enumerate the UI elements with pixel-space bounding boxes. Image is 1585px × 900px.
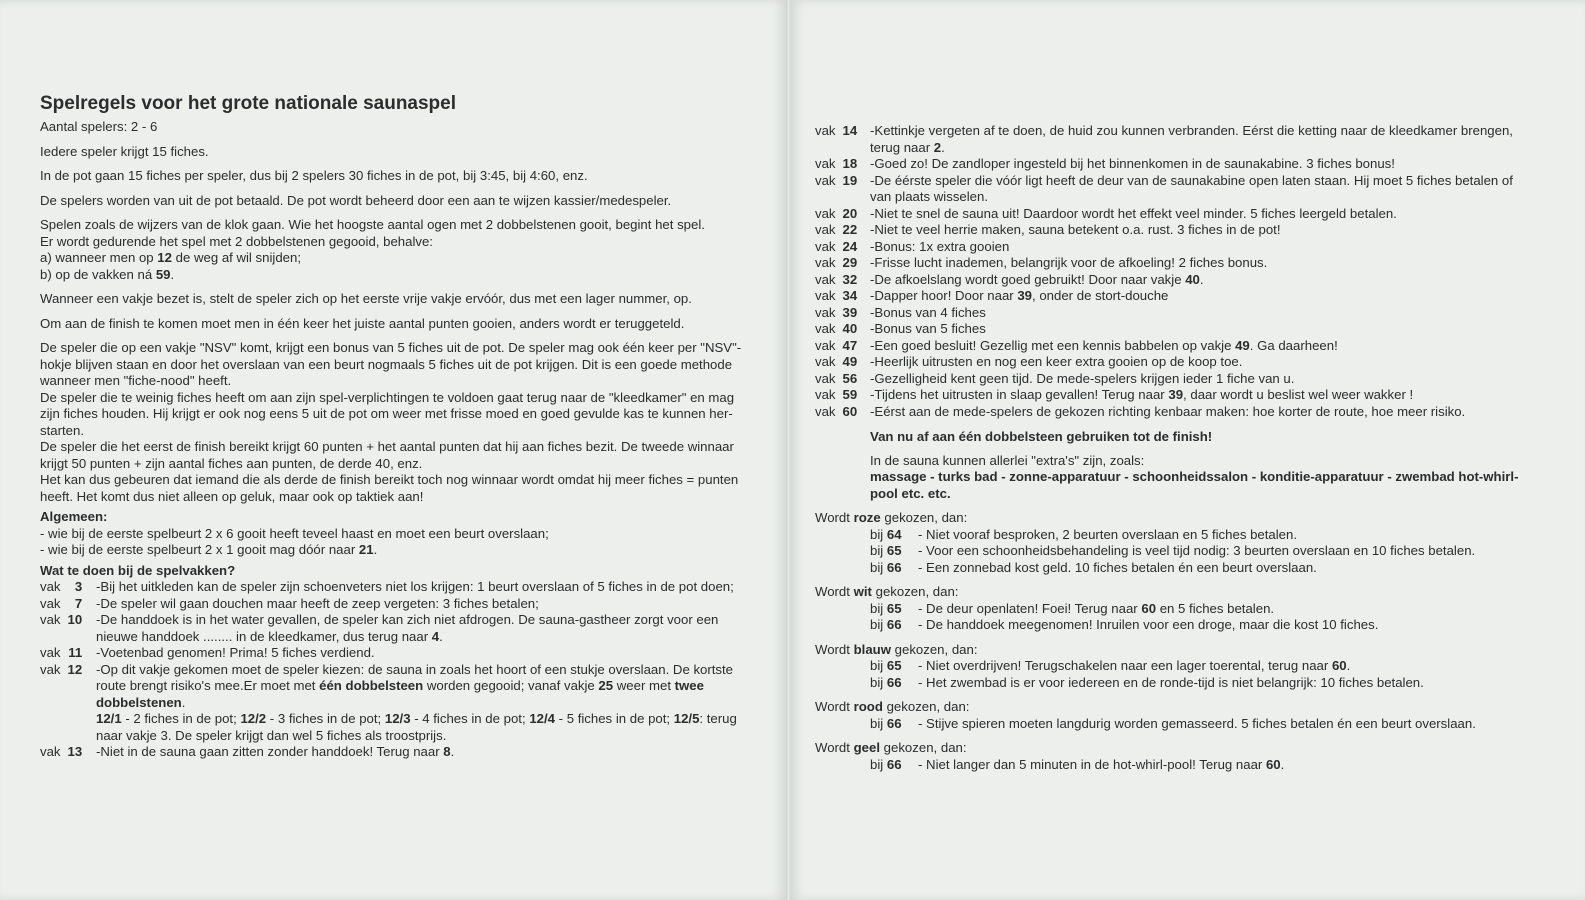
low-chips-rule: De speler die te weinig fiches heeft om aan zijn spel-verplichtingen te voldoen gaat terug naar de "kleedkamer" en mag zijn fiches houden. Hij krijgt er ook nog eens 5 uit de pot om weer met frisse moed en goed gevulde kas te kunnen her-starten. [40,389,735,438]
square-47: vak 47 -Een goed besluit! Gezellig met een kennis babbelen op vakje 49. Ga daarheen! [815,337,1338,353]
right-page [790,0,1585,900]
choice-item: bij 66 - De handdoek meegenomen! Inruilen voor een droge, maar die kost 10 fiches. [870,617,1379,632]
general-rule-1: - wie bij de eerste spelbeurt 2 x 6 gooit heeft teveel haast en moet een beurt overslaan; [40,525,549,541]
choice-item: bij 66 - Stijve spieren moeten langdurig worden gemasseerd. 5 fiches betalen én een beurt overslaan. [870,715,1476,731]
choice-heading: Wordt rood gekozen, dan: [815,699,970,714]
left-page-content [40,92,752,761]
choice-item: bij 66 - Niet langer dan 5 minuten in de hot-whirl-pool! Terug naar 60. [870,756,1285,772]
square-39: vak 39 -Bonus van 4 fiches [815,304,986,320]
square-22: vak 22 -Niet te veel herrie maken, sauna betekent o.a. rust. 3 fiches in de pot! [815,222,1281,237]
square-32: vak 32 -De afkoelslang wordt goed gebruikt! Door naar vakje 40. [815,271,1204,287]
choice-item: bij 65 - De deur openlaten! Foei! Terug naar 60 en 5 fiches betalen. [870,600,1275,616]
square-24: vak 24 -Bonus: 1x extra gooien [815,238,1010,254]
square-10: vak 10 -De handdoek is in het water gevallen, de speler kan zich niet afdrogen. De sauna-gastheer zorgt voor een nieuwe handdoek ........ in de kleedkamer, dus terug naar 4. [40,612,719,644]
dice-rule: Er wordt gedurende het spel met 2 dobbelstenen gegooid, behalve: [40,233,433,249]
finish-rule: Om aan de finish te komen moet men in één keer het juiste aantal punten gooien, anders wordt er teruggeteld. [40,315,685,331]
square-list [815,123,1535,420]
one-die-note: Van nu af aan één dobbelsteen gebruiken tot de finish! [870,429,1213,444]
player-count: Aantal spelers: 2 - 6 [40,119,158,134]
square-59: vak 59 -Tijdens het uitrusten in slaap gevallen! Terug naar 39, daar wordt u beslist wel weer wakker ! [815,387,1414,402]
square-49: vak 49 -Heerlijk uitrusten en nog een keer extra gooien op de koop toe. [815,354,1243,369]
choice-item: bij 65 - Niet overdrijven! Terugschakelen naar een lager toerental, terug naar 60. [870,658,1351,673]
bank-rule: De spelers worden van uit de pot betaald. De pot wordt beheerd door een aan te wijzen kassier/medespeler. [40,192,672,208]
choice-blauw [815,642,1535,692]
nsv-bonus: De speler die op een vakje "NSV" komt, krijgt een bonus van 5 fiches uit de pot. De speler mag ook één keer per "NSV"-hokje blijven staan en door het overslaan van een beurt nogmaals 5 fiches uit de pot krijgen. Dit is een goede methode wanneer men "fiche-nood" heeft. [40,340,742,388]
nsv-rules [40,340,752,505]
tactics-note: Het kan dus gebeuren dat iemand die als derde de finish bereikt toch nog winnaar wordt omdat hij meer fiches = punten heeft. Het komt dus niet alleen op geluk, maar ook op taktiek aan! [40,472,739,504]
square-14: vak 14 -Kettinkje vergeten af te doen, de huid zou kunnen verbranden. Eérst die ketting naar de kleedkamer brengen, terug naar 2. [815,123,1513,155]
square-7: vak 7 -De speler wil gaan douchen maar heeft de zeep vergeten: 3 fiches betalen; [40,595,539,611]
square-34: vak 34 -Dapper hoor! Door naar 39, onder de stort-douche [815,288,1169,303]
square-11: vak 11 -Voetenbad genomen! Prima! 5 fiches verdiend. [40,645,375,660]
choice-item: bij 66 - Het zwembad is er voor iedereen en de ronde-tijd is niet belangrijk: 10 fiches betalen. [870,674,1424,690]
exception-a: a) wanneer men op 12 de weg af wil snijden; [40,250,301,265]
turn-order: Spelen zoals de wijzers van de klok gaan. Wie het hoogste aantal ogen met 2 dobbelstenen gooit, begint het spel. [40,217,705,232]
choice-heading: Wordt blauw gekozen, dan: [815,641,978,657]
rules-title: Spelregels voor het grote nationale saunaspel [40,93,457,114]
square-19: vak 19 -De éérste speler die vóór ligt heeft de deur van de saunakabine open laten staan. Hij moet 5 fiches betalen of van plaats wisselen. [815,172,1513,204]
square-29: vak 29 -Frisse lucht inademen, belangrijk voor de afkoeling! 2 fiches bonus. [815,255,1268,270]
general-heading: Algemeen: [40,509,108,524]
square-56: vak 56 -Gezelligheid kent geen tijd. De mede-spelers krijgen ieder 1 fiche van u. [815,370,1295,386]
choice-roze [815,510,1535,576]
general-rule-2: - wie bij de eerste spelbeurt 2 x 1 gooit mag dóór naar 21. [40,542,378,557]
choice-heading: Wordt geel gekozen, dan: [815,740,967,755]
square-40: vak 40 -Bonus van 5 fiches [815,321,986,336]
choice-item: bij 64 - Niet vooraf besproken, 2 beurten overslaan en 5 fiches betalen. [870,526,1298,542]
square-12: vak 12 -Op dit vakje gekomen moet de speler kiezen: de sauna in zoals het hoort of een stukje overslaan. De kortste route brengt risiko's mee.Er moet met één dobbelsteen worden gegooid; vanaf vakje 25 weer met twee dobbelstenen. 12/1 - 2 fiches in de pot; 12/2 - 3 fiches in de pot; 12/3 - 4 fiches in de pot; 12/4 - 5 fiches in de pot; 12/5: terug naar vakje 3. De speler krijgt dan wel 5 fiches als troostprijs. [40,661,737,743]
choice-heading: Wordt wit gekozen, dan: [815,584,959,599]
right-page-content [815,123,1535,773]
extras-intro: In de sauna kunnen allerlei "extra's" zijn, zoals: [870,452,1145,468]
square-20: vak 20 -Niet te snel de sauna uit! Daardoor wordt het effekt veel minder. 5 fiches leergeld betalen. [815,205,1397,221]
exception-b: b) op de vakken ná 59. [40,266,175,282]
scoring-rule: De speler die het eerst de finish bereikt krijgt 60 punten + het aantal punten dat hij aan fiches bezit. De tweede winnaar krijgt 50 punten + zijn aantal fiches aan punten, de derde 40, enz. [40,439,734,471]
square-3: vak 3 -Bij het uitkleden kan de speler zijn schoenveters niet los krijgen: 1 beurt overslaan of 5 fiches in de pot doen; [40,579,734,594]
choice-item: bij 65 - Voor een schoonheidsbehandeling is veel tijd nodig: 3 beurten overslaan en 10 fiches betalen. [870,543,1476,558]
squares-heading: Wat te doen bij de spelvakken? [40,562,236,578]
square-60: vak 60 -Eérst aan de mede-spelers de gekozen richting kenbaar maken: hoe korter de route, hoe meer risiko. [815,403,1466,419]
extras-list: massage - turks bad - zonne-apparatuur - schoonheidssalon - konditie-apparatuur - zwembad hot-whirl-pool etc. etc. [870,469,1519,501]
pot-rule: In de pot gaan 15 fiches per speler, dus bij 2 spelers 30 fiches in de pot, bij 3:45, bij 4:60, enz. [40,168,588,183]
square-18: vak 18 -Goed zo! De zandloper ingesteld bij het binnenkomen in de saunakabine. 3 fiches bonus! [815,156,1395,171]
choice-geel [815,740,1535,773]
occupied-rule: Wanneer een vakje bezet is, stelt de speler zich op het eerste vrije vakje ervóór, dus met een lager nummer, op. [40,291,692,306]
chips-per-player: Iedere speler krijgt 15 fiches. [40,143,209,159]
choice-item: bij 66 - Een zonnebad kost geld. 10 fiches betalen én een beurt overslaan. [870,559,1317,575]
choice-heading: Wordt roze gekozen, dan: [815,510,968,525]
color-choices [815,510,1535,773]
square-13: vak 13 -Niet in de sauna gaan zitten zonder handdoek! Terug naar 8. [40,744,455,759]
play-rules [40,217,752,283]
choice-wit [815,584,1535,634]
left-page [0,0,787,900]
choice-rood [815,699,1535,732]
